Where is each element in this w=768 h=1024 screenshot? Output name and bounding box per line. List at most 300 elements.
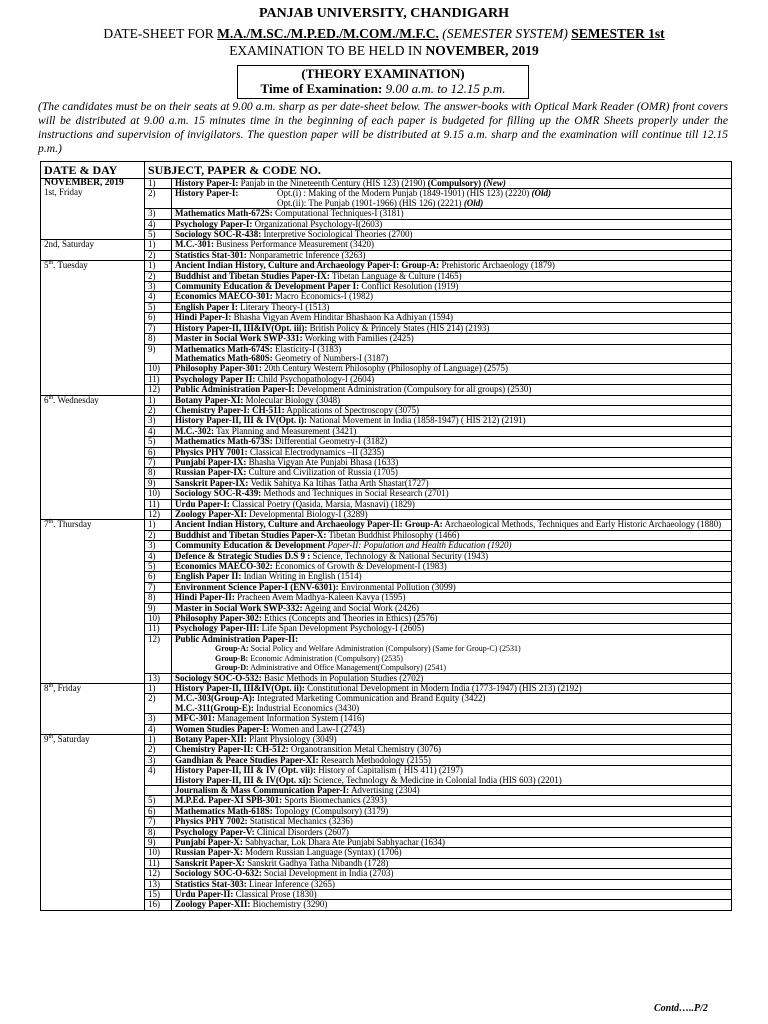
row-number: 3) [145, 416, 172, 426]
paper-title: Molecular Biology (3048) [245, 394, 341, 405]
paper-name: Statistics Stat-303: [175, 878, 247, 889]
paper-name: Punjabi Paper-IX: [175, 456, 247, 467]
paper-cell [172, 385, 732, 395]
table-row [41, 796, 732, 806]
paper-note: (Compulsory) [427, 178, 482, 188]
paper-title: Differential Geometry-I (3182) [274, 436, 388, 447]
table-row [41, 734, 732, 744]
row-number [145, 785, 172, 795]
paper-name: Botany Paper-XII: [175, 733, 247, 744]
table-row [41, 879, 732, 889]
continued-footer: Contd…..P/2 [654, 1003, 708, 1014]
paper-cell [172, 900, 732, 910]
row-number: 1) [145, 395, 172, 405]
row-number: 10) [145, 489, 172, 499]
row-number: 12) [145, 634, 172, 673]
paper-title: Management Information System (1416) [217, 713, 365, 724]
datesheet-prefix: DATE-SHEET FOR [103, 26, 214, 41]
paper-cell [172, 673, 732, 683]
paper-title: Clinical Disorders (2607) [256, 826, 349, 837]
row-number: 10) [145, 848, 172, 858]
paper-name: History Paper-II, III&IV(Opt. iii): [175, 322, 308, 333]
table-row [41, 724, 732, 734]
paper-name: Mathematics Math-672S: [175, 208, 273, 219]
paper-title: Constitutional Development in Modern India (1773-1947) (HIS 213) (2192) [307, 682, 582, 693]
row-number: 7) [145, 582, 172, 592]
table-row [41, 634, 732, 673]
table-row [41, 499, 732, 509]
day-cell: 6th. Wednesday [41, 395, 145, 520]
table-row [41, 323, 732, 333]
row-number: 11) [145, 374, 172, 384]
paper-title: 20th Century Western Philosophy (Philosophy of Language) (2575) [264, 363, 509, 374]
table-row [41, 437, 732, 447]
day-cell: 8th, Friday [41, 683, 145, 734]
row-number: 4) [145, 426, 172, 436]
paper-title: History of Capitalism ( HIS 411) (2197) [318, 765, 463, 776]
paper-name: Chemistry Paper-II: CH-512: [175, 744, 289, 755]
paper-title: Indian Writing in English (1514) [243, 571, 362, 582]
exam-line [0, 43, 768, 59]
table-row [41, 785, 732, 795]
paper-cell [172, 468, 732, 478]
table-row [41, 510, 732, 520]
paper-note: (New) [483, 178, 506, 188]
table-row [41, 766, 732, 786]
datesheet-line [0, 26, 768, 42]
paper-cell [172, 240, 732, 250]
table-row [41, 624, 732, 634]
paper-title: Science, Technology & National Security (1943) [312, 550, 489, 561]
table-row [41, 426, 732, 436]
row-number: 2) [145, 745, 172, 755]
row-number: 10) [145, 364, 172, 374]
row-number: 2) [145, 405, 172, 415]
paper-cell [172, 374, 732, 384]
row-number: 6) [145, 313, 172, 323]
table-row [41, 489, 732, 499]
time-value: 9.00 a.m. to 12.15 p.m. [385, 81, 506, 96]
paper-title: Environmental Pollution (3099) [340, 581, 456, 592]
row-number: 5) [145, 302, 172, 312]
row-number: 11) [145, 624, 172, 634]
paper-title: Classical Poetry (Qasida, Marsia, Masnavi) (1829) [232, 498, 415, 509]
day-cell [41, 179, 145, 240]
paper-title: Organotransition Metal Chemistry (3076) [290, 744, 441, 755]
table-row [41, 714, 732, 724]
paper-name: Botany Paper-XI: [175, 394, 244, 405]
paper-cell [172, 838, 732, 848]
paper-title: Industrial Economics (3430) [256, 702, 360, 713]
paper-cell [172, 520, 732, 530]
paper-cell [172, 189, 732, 209]
paper-name: Chemistry Paper-I: CH-511: [175, 404, 285, 415]
paper-cell [172, 437, 732, 447]
paper-title: Archaeological Methods, Techniques and Early Historic Archaeology (1880) [444, 519, 722, 530]
paper-title: Ageing and Social Work (2426) [304, 602, 420, 613]
paper-name: Urdu Paper-II: [175, 889, 234, 900]
paper-title: Pracheen Avem Madhya-Kaleen Kavya (1595) [237, 592, 406, 603]
paper-name: History Paper-II, III & IV (Opt. vii): [175, 765, 316, 776]
table-row [41, 219, 732, 229]
table-row [41, 541, 732, 551]
paper-title: Paper-II: Population and Health Education (1920) [327, 540, 512, 551]
paper-name: English Paper I: [175, 301, 238, 312]
paper-name: Sociology SOC-O-632: [175, 868, 262, 879]
group-label: Group-D: [215, 663, 249, 673]
paper-cell [172, 219, 732, 229]
paper-name: M.C.-301: [175, 239, 214, 250]
theory-title: (THEORY EXAMINATION) [301, 66, 465, 81]
paper-title: Applications of Spectroscopy (3075) [286, 404, 420, 415]
paper-cell [172, 582, 732, 592]
paper-title: Life Span Development Psychology-I (2605) [261, 623, 425, 634]
col-day-header: DATE & DAY [41, 162, 145, 179]
paper-title: Basic Methods in Population Studies (2702) [264, 672, 424, 683]
table-row [41, 572, 732, 582]
paper-cell [172, 209, 732, 219]
table-row [41, 405, 732, 415]
paper-title: Developmental Biology-I (3289) [249, 509, 368, 519]
paper-title: Topology (Compulsory) (3179) [274, 805, 389, 816]
paper-name: Master in Social Work SWP-331: [175, 333, 303, 344]
row-number: 2) [145, 530, 172, 540]
row-number: 7) [145, 457, 172, 467]
paper-title: Advertising (2304) [350, 784, 420, 795]
paper-name: Sociology SOC-O-532: [175, 672, 262, 683]
paper-cell [172, 541, 732, 551]
day-label: Saturday [57, 733, 90, 744]
table-row [41, 271, 732, 281]
paper-cell [172, 334, 732, 344]
paper-name: Community Education & Development Paper I: [175, 281, 360, 292]
paper-name: Sanskrit Paper-X: [175, 857, 245, 868]
row-number: 9) [145, 344, 172, 364]
paper-cell [172, 734, 732, 744]
paper-title: Organizational Psychology-I(2603) [254, 218, 383, 229]
paper-cell [172, 614, 732, 624]
paper-cell [172, 405, 732, 415]
row-number: 3) [145, 714, 172, 724]
table-row [41, 582, 732, 592]
row-number: 2) [145, 250, 172, 260]
table-row [41, 261, 732, 271]
paper-name: Psychology Paper II: [175, 373, 256, 384]
paper-title: Social Policy and Welfare Administration (Compulsory) (Same for Group-C) (2531) [250, 644, 521, 654]
paper-cell [172, 683, 732, 693]
paper-cell [172, 745, 732, 755]
paper-title: Ethics (Concepts and Theories in Ethics) (2576) [264, 613, 438, 624]
paper-title: Statistical Mechanics (3236) [249, 816, 353, 827]
paper-title: Linear Inference (3265) [249, 878, 335, 889]
row-number: 3) [145, 541, 172, 551]
paper-title: Development Administration (Compulsory for all groups) (2530) [296, 384, 532, 395]
row-number: 7) [145, 817, 172, 827]
paper-title: Conflict Resolution (1919) [361, 281, 459, 292]
row-number: 5) [145, 796, 172, 806]
paper-title: Working with Families (2425) [304, 333, 414, 344]
row-number: 11) [145, 858, 172, 868]
table-row [41, 890, 732, 900]
row-number: 13) [145, 879, 172, 889]
semester: SEMESTER 1st [571, 26, 665, 41]
day-cell: 7th. Thursday [41, 520, 145, 684]
paper-title: Integrated Marketing Communication and Brand Equity (3422) [257, 693, 486, 704]
paper-cell [172, 785, 732, 795]
day-cell: 5th. Tuesday [41, 261, 145, 395]
paper-cell [172, 869, 732, 879]
paper-cell [172, 848, 732, 858]
paper-title: Geometry of Numbers-I (3187) [274, 352, 389, 363]
paper-name: Philosophy Paper-301: [175, 363, 262, 374]
row-number: 1) [145, 520, 172, 530]
table-row [41, 806, 732, 816]
paper-name: Hindi Paper-I: [175, 312, 232, 323]
paper-name: Zoology Paper-XII: [175, 899, 251, 910]
paper-title: Nonparametric Inference (3263) [249, 249, 366, 260]
paper-title: Sabhyachar, Lok Dhara Ate Punjabi Sabhyachar (1634) [245, 837, 445, 847]
paper-cell [172, 817, 732, 827]
row-number: 13) [145, 673, 172, 683]
table-row [41, 603, 732, 613]
paper-name: English Paper II: [175, 571, 242, 582]
table-row [41, 209, 732, 219]
paper-cell [172, 489, 732, 499]
paper-title: Child Psychopathology-I (2604) [257, 373, 375, 384]
paper-cell [172, 634, 732, 673]
table-row [41, 240, 732, 250]
paper-cell [172, 179, 732, 189]
col-subject-header: SUBJECT, PAPER & CODE NO. [145, 162, 732, 179]
table-row [41, 673, 732, 683]
paper-cell [172, 530, 732, 540]
paper-cell [172, 261, 732, 271]
paper-cell [172, 499, 732, 509]
paper-cell [172, 593, 732, 603]
paper-cell [172, 624, 732, 634]
table-row [41, 313, 732, 323]
paper-title: Bhasha Vigyan Avem Hinditar Bhashaon Ka Adhiyan (1594) [233, 312, 454, 323]
exam-month: NOVEMBER, 2019 [425, 43, 539, 58]
paper-title: Bhasha Vigyan Ate Punjabi Bhasa (1633) [248, 456, 399, 467]
row-number: 1) [145, 261, 172, 271]
paper-title: Prehistoric Archaeology (1879) [441, 260, 555, 271]
table-row [41, 869, 732, 879]
paper-title: Culture and Civilization of Russia (1705) [248, 467, 398, 478]
paper-name: Psychology Paper-I: [175, 218, 253, 229]
paper-title: Classical Electrodynamics –II (3235) [249, 446, 385, 457]
paper-cell [172, 572, 732, 582]
table-row [41, 478, 732, 488]
paper-title: Literary Theory-I (1513) [240, 301, 330, 312]
row-number: 8) [145, 468, 172, 478]
paper-name: Sanskrit Paper-IX: [175, 477, 249, 488]
paper-name: Gandhian & Peace Studies Paper-XI: [175, 754, 319, 765]
paper-name: MFC-301: [175, 713, 215, 724]
table-row [41, 755, 732, 765]
paper-name: Zoology Paper-XI: [175, 509, 247, 519]
table-row [41, 827, 732, 837]
row-number: 9) [145, 838, 172, 848]
paper-cell [172, 890, 732, 900]
paper-name: Psychology Paper-III: [175, 623, 260, 634]
table-row [41, 395, 732, 405]
table-row [41, 520, 732, 530]
row-number: 1) [145, 683, 172, 693]
paper-title: Women and Law-I (2743) [271, 723, 365, 734]
paper-name: Mathematics Math-673S: [175, 436, 273, 447]
day-label: Tuesday [57, 260, 88, 271]
paper-cell [172, 562, 732, 572]
paper-name: Sociology SOC-R-438: [175, 229, 262, 240]
paper-title: Opt.(i) : Making of the Modern Punjab (1849-1901) (HIS 123) (2220) [277, 188, 530, 199]
table-row [41, 562, 732, 572]
paper-name: Economics MAECO-302: [175, 561, 273, 572]
paper-name: Public Administration Paper-II: [175, 633, 299, 644]
row-number: 1) [145, 240, 172, 250]
paper-title: Plant Physiology (3049) [249, 733, 337, 744]
row-number: 3) [145, 282, 172, 292]
paper-name: History Paper-I: [175, 188, 239, 199]
row-number: 1) [145, 734, 172, 744]
paper-cell [172, 510, 732, 520]
group-label: Group-A: [215, 644, 249, 654]
paper-cell [172, 694, 732, 714]
paper-cell [172, 766, 732, 786]
paper-name: Ancient Indian History, Culture and Archaeology Paper-II: Group-A: [175, 519, 443, 530]
day-label: Friday [57, 682, 82, 693]
paper-name: Statistics Stat-301: [175, 249, 247, 260]
row-number: 2) [145, 189, 172, 209]
paper-cell [172, 806, 732, 816]
row-number: 4) [145, 551, 172, 561]
row-number: 5) [145, 230, 172, 240]
row-number: 4) [145, 219, 172, 229]
table-row [41, 848, 732, 858]
paper-cell [172, 827, 732, 837]
paper-title: Opt.(ii): The Punjab (1901-1966) (HIS 126) (2221) [277, 197, 462, 208]
paper-cell [172, 416, 732, 426]
table-row [41, 302, 732, 312]
table-row [41, 817, 732, 827]
paper-name: Economics MAECO-301: [175, 291, 273, 302]
paper-cell [172, 250, 732, 260]
paper-cell [172, 313, 732, 323]
paper-title: Tibetan Language & Culture (1465) [331, 270, 462, 281]
row-number: 9) [145, 478, 172, 488]
row-number: 4) [145, 766, 172, 786]
system: (SEMESTER SYSTEM) [442, 26, 568, 41]
paper-title: Research Methodology (2155) [320, 754, 431, 765]
table-row [41, 683, 732, 693]
table-row [41, 250, 732, 260]
paper-name: Environment Science Paper-I (ENV-6301): [175, 581, 339, 592]
paper-note: (Old) [463, 197, 484, 208]
paper-name: Philosophy Paper-302: [175, 613, 262, 624]
paper-title: Panjab in the Nineteenth Century (HIS 123) (2190) [240, 178, 426, 188]
paper-name: M.C.-302: [175, 425, 214, 436]
paper-title: Sanskrit Gadhya Tatha Nibandh (1728) [247, 857, 389, 868]
paper-title: Macro Economics-I (1982) [275, 291, 373, 302]
paper-title: Sports Biomechanics (2393) [284, 795, 387, 806]
paper-name: Defence & Strategic Studies D.S 9 : [175, 550, 311, 561]
paper-name: Physics PHY 7001: [175, 446, 248, 457]
row-number: 6) [145, 447, 172, 457]
paper-title: British Policy & Princely States (HIS 214) (2193) [309, 322, 490, 333]
row-number: 5) [145, 437, 172, 447]
day-cell [41, 240, 145, 261]
table-row [41, 189, 732, 209]
paper-cell [172, 714, 732, 724]
table-row [41, 344, 732, 364]
paper-title: Economic Administration (Compulsory) (2535) [250, 653, 403, 663]
paper-name: M.C.-303(Group-A): [175, 693, 255, 704]
time-label: Time of Examination: [260, 81, 383, 96]
paper-cell [172, 478, 732, 488]
table-row [41, 900, 732, 910]
paper-title: National Movement in India (1858-1947) ( HIS 212) (2191) [309, 415, 526, 426]
paper-name: Punjabi Paper-X: [175, 837, 243, 847]
paper-name: Community Education & Development [175, 540, 326, 551]
table-row [41, 179, 732, 189]
row-number: 2) [145, 694, 172, 714]
table-row [41, 593, 732, 603]
paper-cell [172, 603, 732, 613]
row-number: 10) [145, 614, 172, 624]
paper-cell [172, 426, 732, 436]
paper-title: Methods and Techniques in Social Research (2701) [263, 488, 449, 499]
day-label: Wednesday [57, 394, 99, 405]
paper-note: (Old) [531, 188, 551, 199]
table-row [41, 838, 732, 848]
table-row [41, 292, 732, 302]
datesheet-table [40, 161, 732, 911]
paper-name: Ancient Indian History, Culture and Archaeology Paper-I: Group-A: [175, 260, 440, 271]
table-row [41, 334, 732, 344]
paper-name: Mathematics Math-680S: [175, 352, 273, 363]
paper-name: Mathematics Math-674S: [175, 343, 273, 354]
table-row [41, 745, 732, 755]
paper-name: M.P.Ed. Paper-XI SPB-301: [175, 795, 283, 806]
paper-name: Russian Paper-IX: [175, 467, 247, 478]
paper-name: Master in Social Work SWP-332: [175, 602, 303, 613]
paper-title: Interpretive Sociological Theories (2700) [263, 229, 413, 240]
paper-name: Mathematics Math-618S: [175, 805, 273, 816]
table-row [41, 468, 732, 478]
paper-title: Science, Technology & Medicine in Colonial India (HIS 603) (2201) [313, 774, 562, 785]
paper-title: Administrative and Office Management(Compulsory) (2541) [250, 663, 447, 673]
exam-prefix: EXAMINATION TO BE HELD IN [229, 43, 423, 58]
paper-name: Russian Paper-X: [175, 847, 243, 858]
table-row [41, 694, 732, 714]
paper-title: Biochemistry (3290) [252, 899, 328, 910]
paper-name: Women Studies Paper-I: [175, 723, 270, 734]
row-number: 3) [145, 209, 172, 219]
row-number: 3) [145, 755, 172, 765]
table-row [41, 416, 732, 426]
paper-name: History Paper-II, III & IV(Opt. xi): [175, 774, 312, 785]
paper-cell [172, 796, 732, 806]
instructions: (The candidates must be on their seats at 9.00 a.m. sharp as per date-sheet below. The answer-books with Optical Mark Reader (OMR) front covers will be distributed at 9.00 a.m. 15 minutes time in the beginning of each paper is budgeted for filling up the OMR Sheets properly under the instructions and supervision of invigilators. The question paper will be distributed at 9.15 a.m. sharp and the examination will continue till 12.15 p.m.) [38, 100, 728, 155]
row-number: 9) [145, 603, 172, 613]
paper-title: Classical Prose (1830) [235, 889, 317, 900]
row-number: 8) [145, 593, 172, 603]
paper-cell [172, 292, 732, 302]
paper-name: Sociology SOC-R-439: [175, 488, 262, 499]
table-row [41, 364, 732, 374]
table-row [41, 551, 732, 561]
paper-name: Hindi Paper-II: [175, 592, 235, 603]
